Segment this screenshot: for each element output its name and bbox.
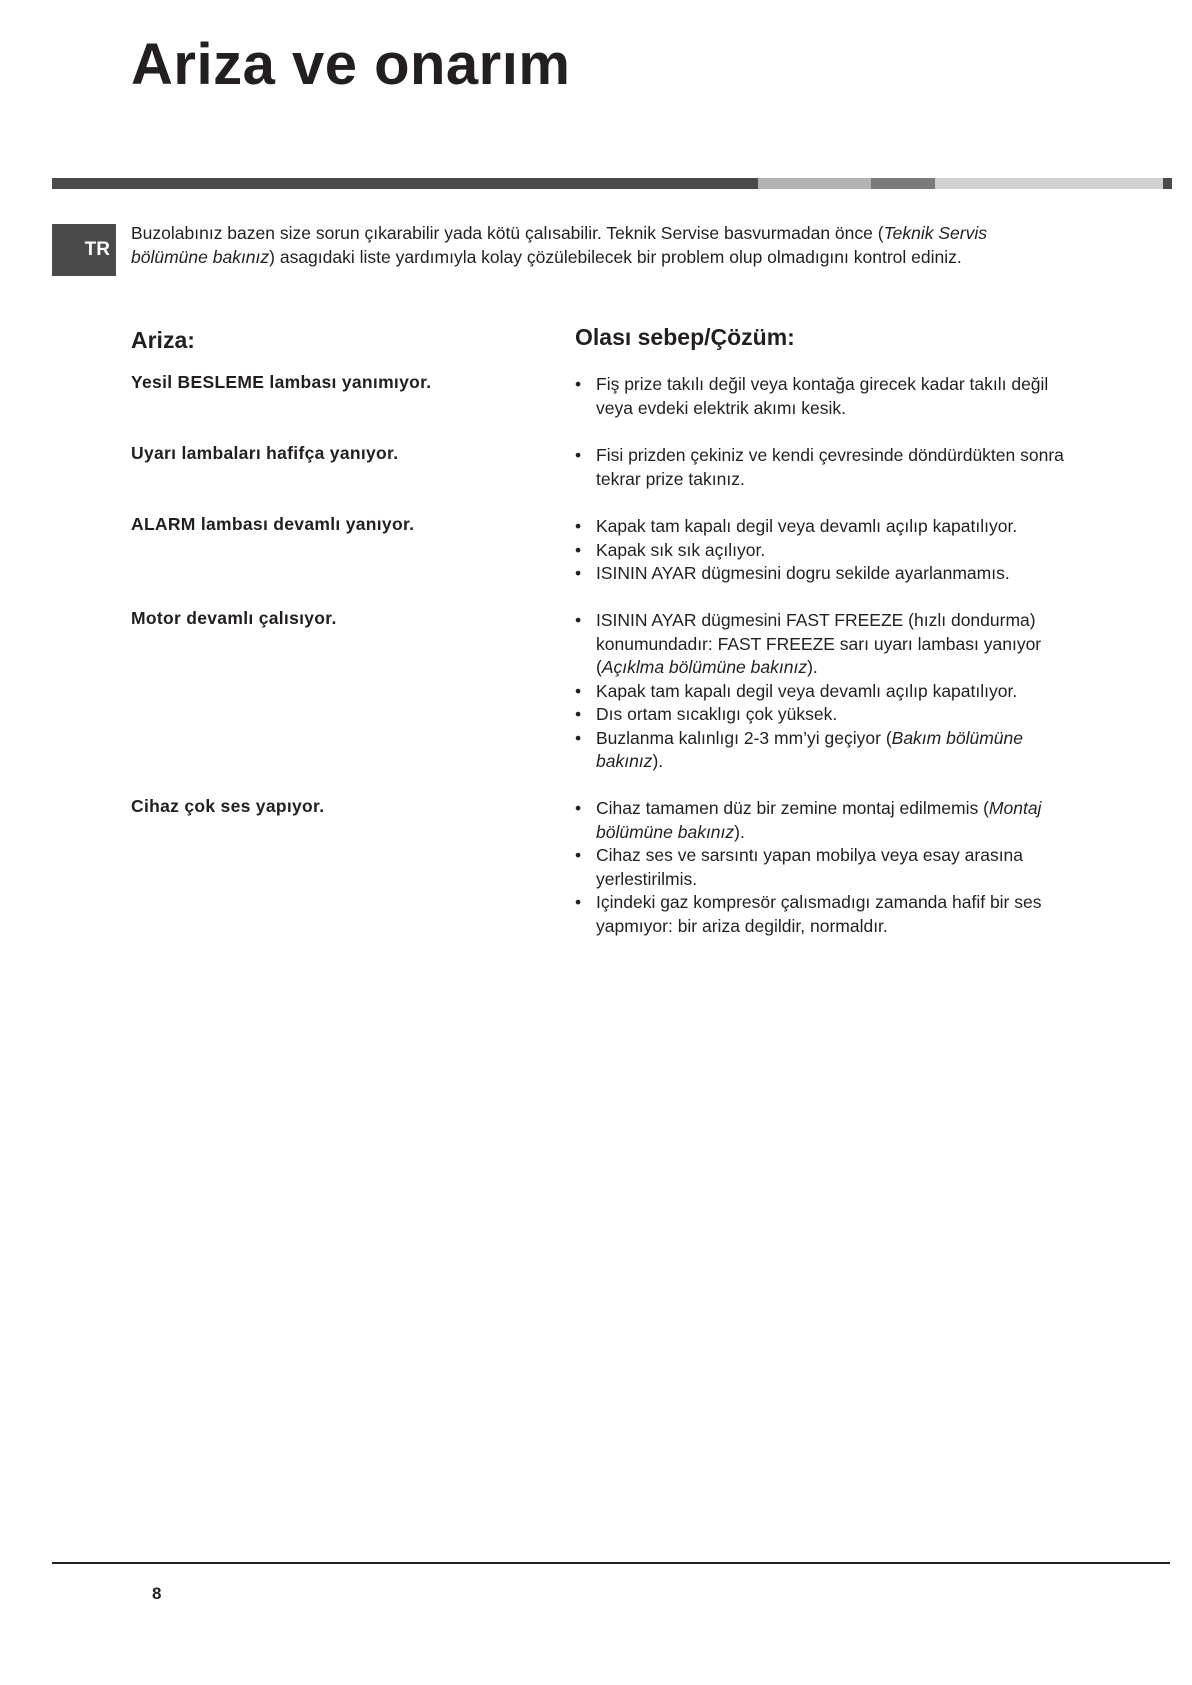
cause-item: • Kapak tam kapalı degil veya devamlı açılıp kapatılıyor. — [575, 680, 1080, 704]
cause-item: • Içindeki gaz kompresör çalısmadıgı zamanda hafif bir ses yapmıyor: bir ariza degildir, normaldır. — [575, 891, 1080, 938]
problem-label: ALARM lambası devamlı yanıyor. — [131, 514, 415, 534]
problem-label: Uyarı lambaları hafifça yanıyor. — [131, 443, 399, 463]
cause-list — [575, 797, 1080, 938]
cause-text-end: ). — [652, 751, 664, 771]
page-title: Ariza ve onarım — [131, 32, 571, 97]
cause-list — [575, 444, 1080, 491]
header-rule-segment — [52, 178, 758, 189]
language-tab: TR — [52, 224, 116, 276]
intro-text-end: ) asagıdaki liste yardımıyla kolay çözülebilecek bir problem olup olmadıgını kontrol ediniz. — [269, 247, 962, 267]
cause-item: • Kapak sık sık açılıyor. — [575, 539, 1080, 563]
header-rule-segment — [871, 178, 935, 189]
cause-item: • Dıs ortam sıcaklıgı çok yüksek. — [575, 703, 1080, 727]
problem-column-heading: Ariza: — [131, 327, 195, 353]
cause-reference: Bakım bölümüne bakınız — [596, 727, 1023, 771]
cause-reference: Montaj bölümüne bakınız — [596, 798, 1042, 842]
cause-item — [575, 609, 1080, 680]
solution-column-heading: Olası sebep/Çözüm: — [575, 324, 795, 350]
cause-list — [575, 515, 1080, 586]
cause-item: • Fiş prize takılı değil veya kontağa girecek kadar takılı değil veya evdeki elektrik akımı kesik. — [575, 373, 1080, 420]
cause-item: • ISININ AYAR dügmesini dogru sekilde ayarlanmamıs. — [575, 562, 1080, 586]
intro-text: Buzolabınız bazen size sorun çıkarabilir yada kötü çalısabilir. Teknik Servise basvurmadan önce ( — [131, 223, 884, 243]
cause-text: ISININ AYAR dügmesini FAST FREEZE (hızlı dondurma) konumundadır: FAST FREEZE sarı uyarı lambası yanıyor ( — [596, 610, 1042, 677]
cause-text: Cihaz tamamen düz bir zemine montaj edilmemis ( — [596, 798, 989, 818]
footer-rule — [52, 1562, 1170, 1564]
header-rule-segment — [935, 178, 1163, 189]
problem-label: Cihaz çok ses yapıyor. — [131, 796, 325, 816]
cause-item: • Cihaz ses ve sarsıntı yapan mobilya veya esay arasına yerlestirilmis. — [575, 844, 1080, 891]
problem-label: Motor devamlı çalısıyor. — [131, 608, 337, 628]
cause-item — [575, 727, 1080, 774]
cause-list — [575, 373, 1080, 420]
intro-paragraph — [131, 221, 1051, 269]
cause-item: • Kapak tam kapalı degil veya devamlı açılıp kapatılıyor. — [575, 515, 1080, 539]
header-rule-segment — [1163, 178, 1172, 189]
cause-text: Buzlanma kalınlıgı 2-3 mm’yi geçiyor ( — [596, 727, 892, 748]
intro-italic: Teknik Servis bölümüne bakınız — [131, 223, 987, 267]
header-rule-segment — [758, 178, 871, 189]
cause-text-end: ). — [734, 821, 745, 842]
cause-list — [575, 609, 1080, 774]
page-number: 8 — [152, 1584, 162, 1603]
cause-item: • Fisi prizden çekiniz ve kendi çevresinde döndürdükten sonra tekrar prize takınız. — [575, 444, 1080, 491]
cause-item — [575, 797, 1080, 844]
cause-text-end: ). — [807, 657, 818, 677]
problem-label: Yesil BESLEME lambası yanımıyor. — [131, 372, 432, 392]
cause-reference: Açıklma bölümüne bakınız — [601, 657, 808, 677]
